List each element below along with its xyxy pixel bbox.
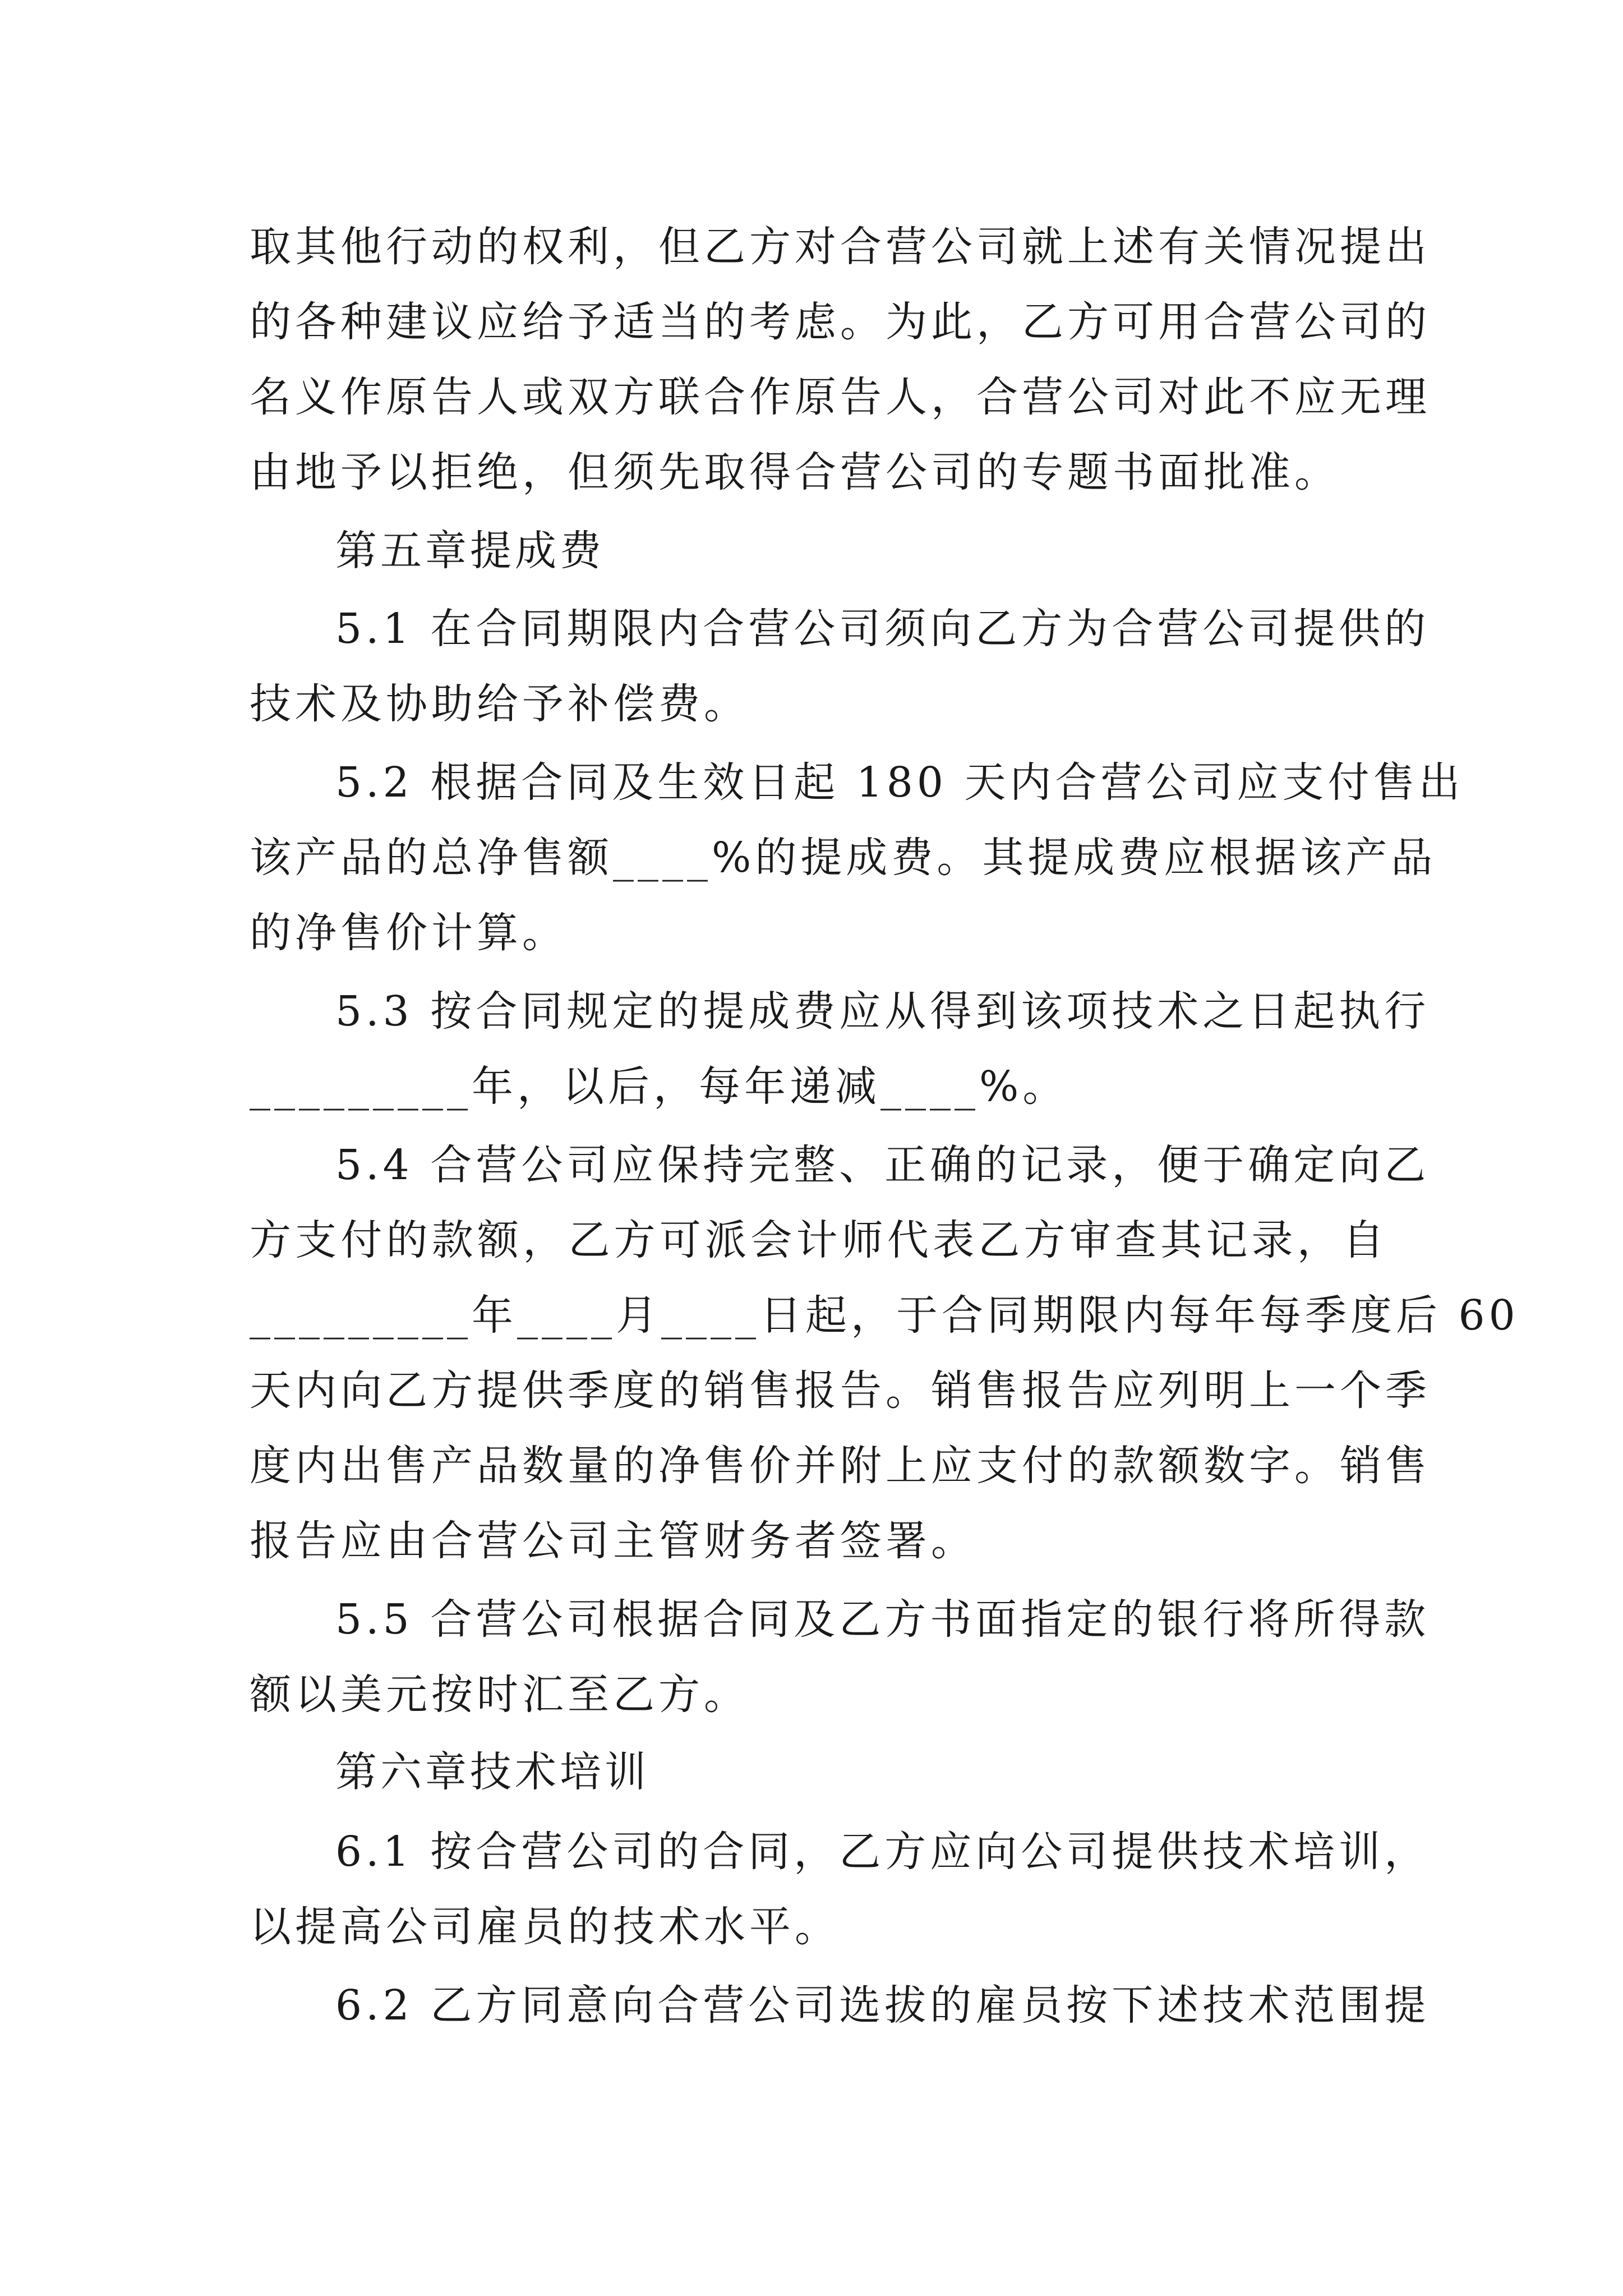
clause-5-5-line: 5.5 合营公司根据合同及乙方书面指定的银行将所得款 [335,1595,1430,1644]
clause-5-4-line: 5.4 合营公司应保持完整、正确的记录，便于确定向乙 [335,1141,1430,1189]
clause-5-4-line: 方支付的款额，乙方可派会计师代表乙方审查其记录，自 [250,1216,1388,1264]
clause-5-1-line: 技术及协助给予补偿费。 [250,680,749,728]
clause-5-2-line: 的净售价计算。 [250,909,568,957]
chapter-heading-6: 第六章技术培训 [335,1748,649,1796]
clause-5-3-line: _________年，以后，每年递减____%。 [250,1062,1068,1111]
clause-5-4-line: 报告应由合营公司主管财务者签署。 [250,1517,976,1565]
paragraph-line: 名义作原告人或双方联合作原告人，合营公司对此不应无理 [250,373,1431,421]
clause-5-4-line: _________年____月____日起，于合同期限内每年每季度后 60 [250,1291,1519,1340]
clause-5-2-line: 5.2 根据合同及生效日起 180 天内合营公司应支付售出 [335,758,1464,807]
clause-6-1-line: 以提高公司雇员的技术水平。 [250,1903,840,1951]
paragraph-line: 由地予以拒绝，但须先取得合营公司的专题书面批准。 [250,448,1340,496]
clause-5-2-line: 该产品的总净售额____%的提成费。其提成费应根据该产品 [250,834,1437,882]
clause-6-2-line: 6.2 乙方同意向合营公司选拔的雇员按下述技术范围提 [335,1981,1430,2030]
chapter-heading-5: 第五章提成费 [335,527,605,575]
clause-5-1-line: 5.1 在合同期限内合营公司须向乙方为合营公司提供的 [335,605,1430,653]
clause-5-4-line: 度内出售产品数量的净售价并附上应支付的款额数字。销售 [250,1442,1431,1490]
paragraph-line: 的各种建议应给予适当的考虑。为此，乙方可用合营公司的 [250,298,1431,346]
clause-5-5-line: 额以美元按时汇至乙方。 [250,1671,749,1719]
paragraph-line: 取其他行动的权利，但乙方对合营公司就上述有关情况提出 [250,223,1431,271]
clause-6-1-line: 6.1 按合营公司的合同，乙方应向公司提供技术培训， [335,1828,1430,1876]
clause-5-4-line: 天内向乙方提供季度的销售报告。销售报告应列明上一个季 [250,1366,1431,1415]
clause-5-3-line: 5.3 按合同规定的提成费应从得到该项技术之日起执行 [335,987,1430,1036]
